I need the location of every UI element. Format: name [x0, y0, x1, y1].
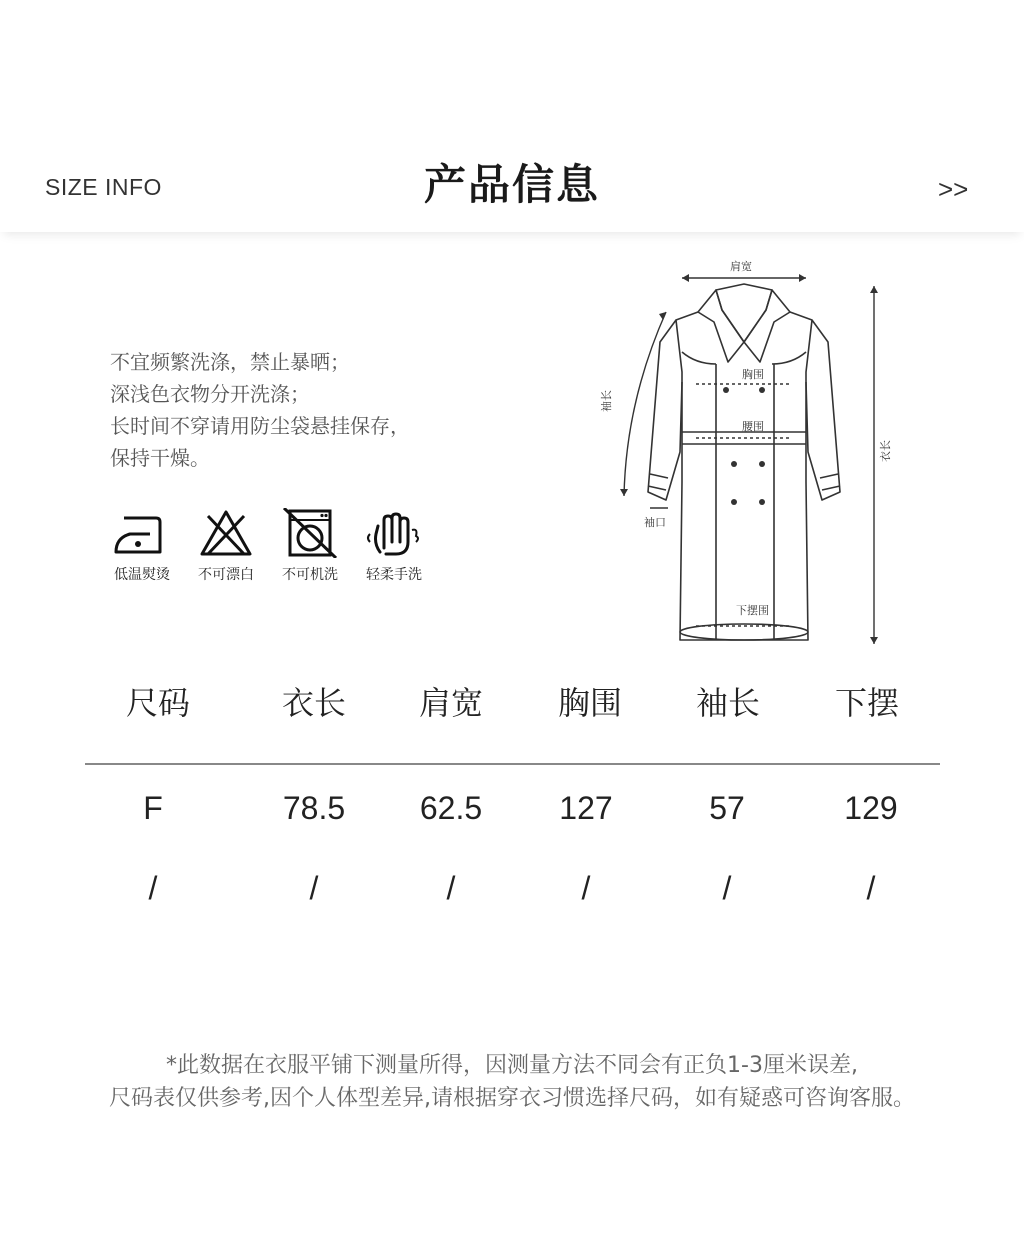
header: [0, 0, 1024, 232]
care-line: 深浅色衣物分开洗涤；: [110, 382, 310, 406]
care-item-no-bleach: [184, 508, 268, 584]
table-cell: 129: [844, 790, 898, 826]
sleeve-arrow: [624, 312, 666, 496]
table-cell: /: [309, 870, 319, 906]
coat-buttons: [723, 387, 765, 505]
diagram-label-sleeve: 袖长: [600, 390, 613, 412]
care-icons-row: [100, 508, 450, 598]
diagram-label-shoulder: 肩宽: [730, 260, 752, 273]
table-cell: F: [143, 790, 163, 826]
table-cell: 62.5: [419, 790, 483, 826]
coat-storm-flap-right: [772, 352, 806, 364]
care-line: 不宜频繁洗涤，禁止暴晒；: [110, 350, 350, 374]
coat-diagram: [596, 252, 896, 652]
no-machine-wash-icon: [278, 508, 342, 558]
care-item-no-machine-wash: [268, 508, 352, 584]
table-cell: /: [148, 870, 158, 906]
table-header: 胸围: [557, 684, 622, 722]
table-cell: 127: [559, 790, 613, 826]
diagram-label-chest: 胸围: [742, 368, 764, 381]
coat-sleeve-right: [806, 320, 840, 500]
care-item-hand-wash: [352, 508, 436, 584]
more-arrows[interactable]: >>: [938, 174, 969, 204]
care-label: 轻柔手洗: [366, 567, 422, 583]
coat-lapel-right: [744, 290, 790, 362]
table-header: 尺码: [125, 684, 190, 722]
diagram-label-length: 衣长: [879, 440, 892, 462]
diagram-label-cuff: 袖口: [644, 516, 666, 529]
coat-sleeve-left: [648, 320, 682, 500]
table-header: 下摆: [834, 684, 899, 722]
coat-cuff-right: [820, 474, 840, 490]
care-label: 不可漂白: [198, 567, 254, 583]
diagram-label-waist: 腰围: [742, 420, 764, 433]
no-bleach-icon: [194, 508, 258, 558]
footnote-line: 尺码表仅供参考,因个人体型差异,请根据穿衣习惯选择尺码，如有疑惑可咨询客服。: [109, 1086, 915, 1111]
table-header: 肩宽: [418, 684, 483, 722]
iron-icon: [110, 508, 174, 558]
hand-wash-icon: [362, 508, 426, 558]
coat-lapel-left: [698, 290, 744, 362]
care-label: 低温熨烫: [114, 567, 170, 583]
diagram-label-hem: 下摆围: [736, 604, 769, 617]
coat-storm-flap-left: [682, 352, 716, 364]
care-line: 保持干燥。: [110, 446, 210, 470]
footnote-line: *此数据在衣服平铺下测量所得，因测量方法不同会有正负1-3厘米误差,: [166, 1053, 858, 1078]
care-instructions: [110, 346, 410, 474]
table-cell: /: [722, 870, 732, 906]
table-cell: 57: [709, 790, 745, 826]
table-divider: [85, 763, 940, 765]
table-header: 衣长: [281, 684, 346, 722]
table-cell: /: [581, 870, 591, 906]
care-line: 长时间不穿请用防尘袋悬挂保存，: [110, 414, 410, 438]
table-cell: /: [446, 870, 456, 906]
coat-cuff-left: [648, 474, 668, 490]
table-header: 袖长: [695, 684, 760, 722]
care-item-iron: [100, 508, 184, 584]
coat-placket: [716, 364, 774, 640]
care-label: 不可机洗: [282, 567, 338, 583]
table-cell: 78.5: [282, 790, 346, 826]
page-title: 产品信息: [423, 160, 600, 209]
table-cell: /: [866, 870, 876, 906]
size-info-label: SIZE INFO: [45, 174, 162, 200]
